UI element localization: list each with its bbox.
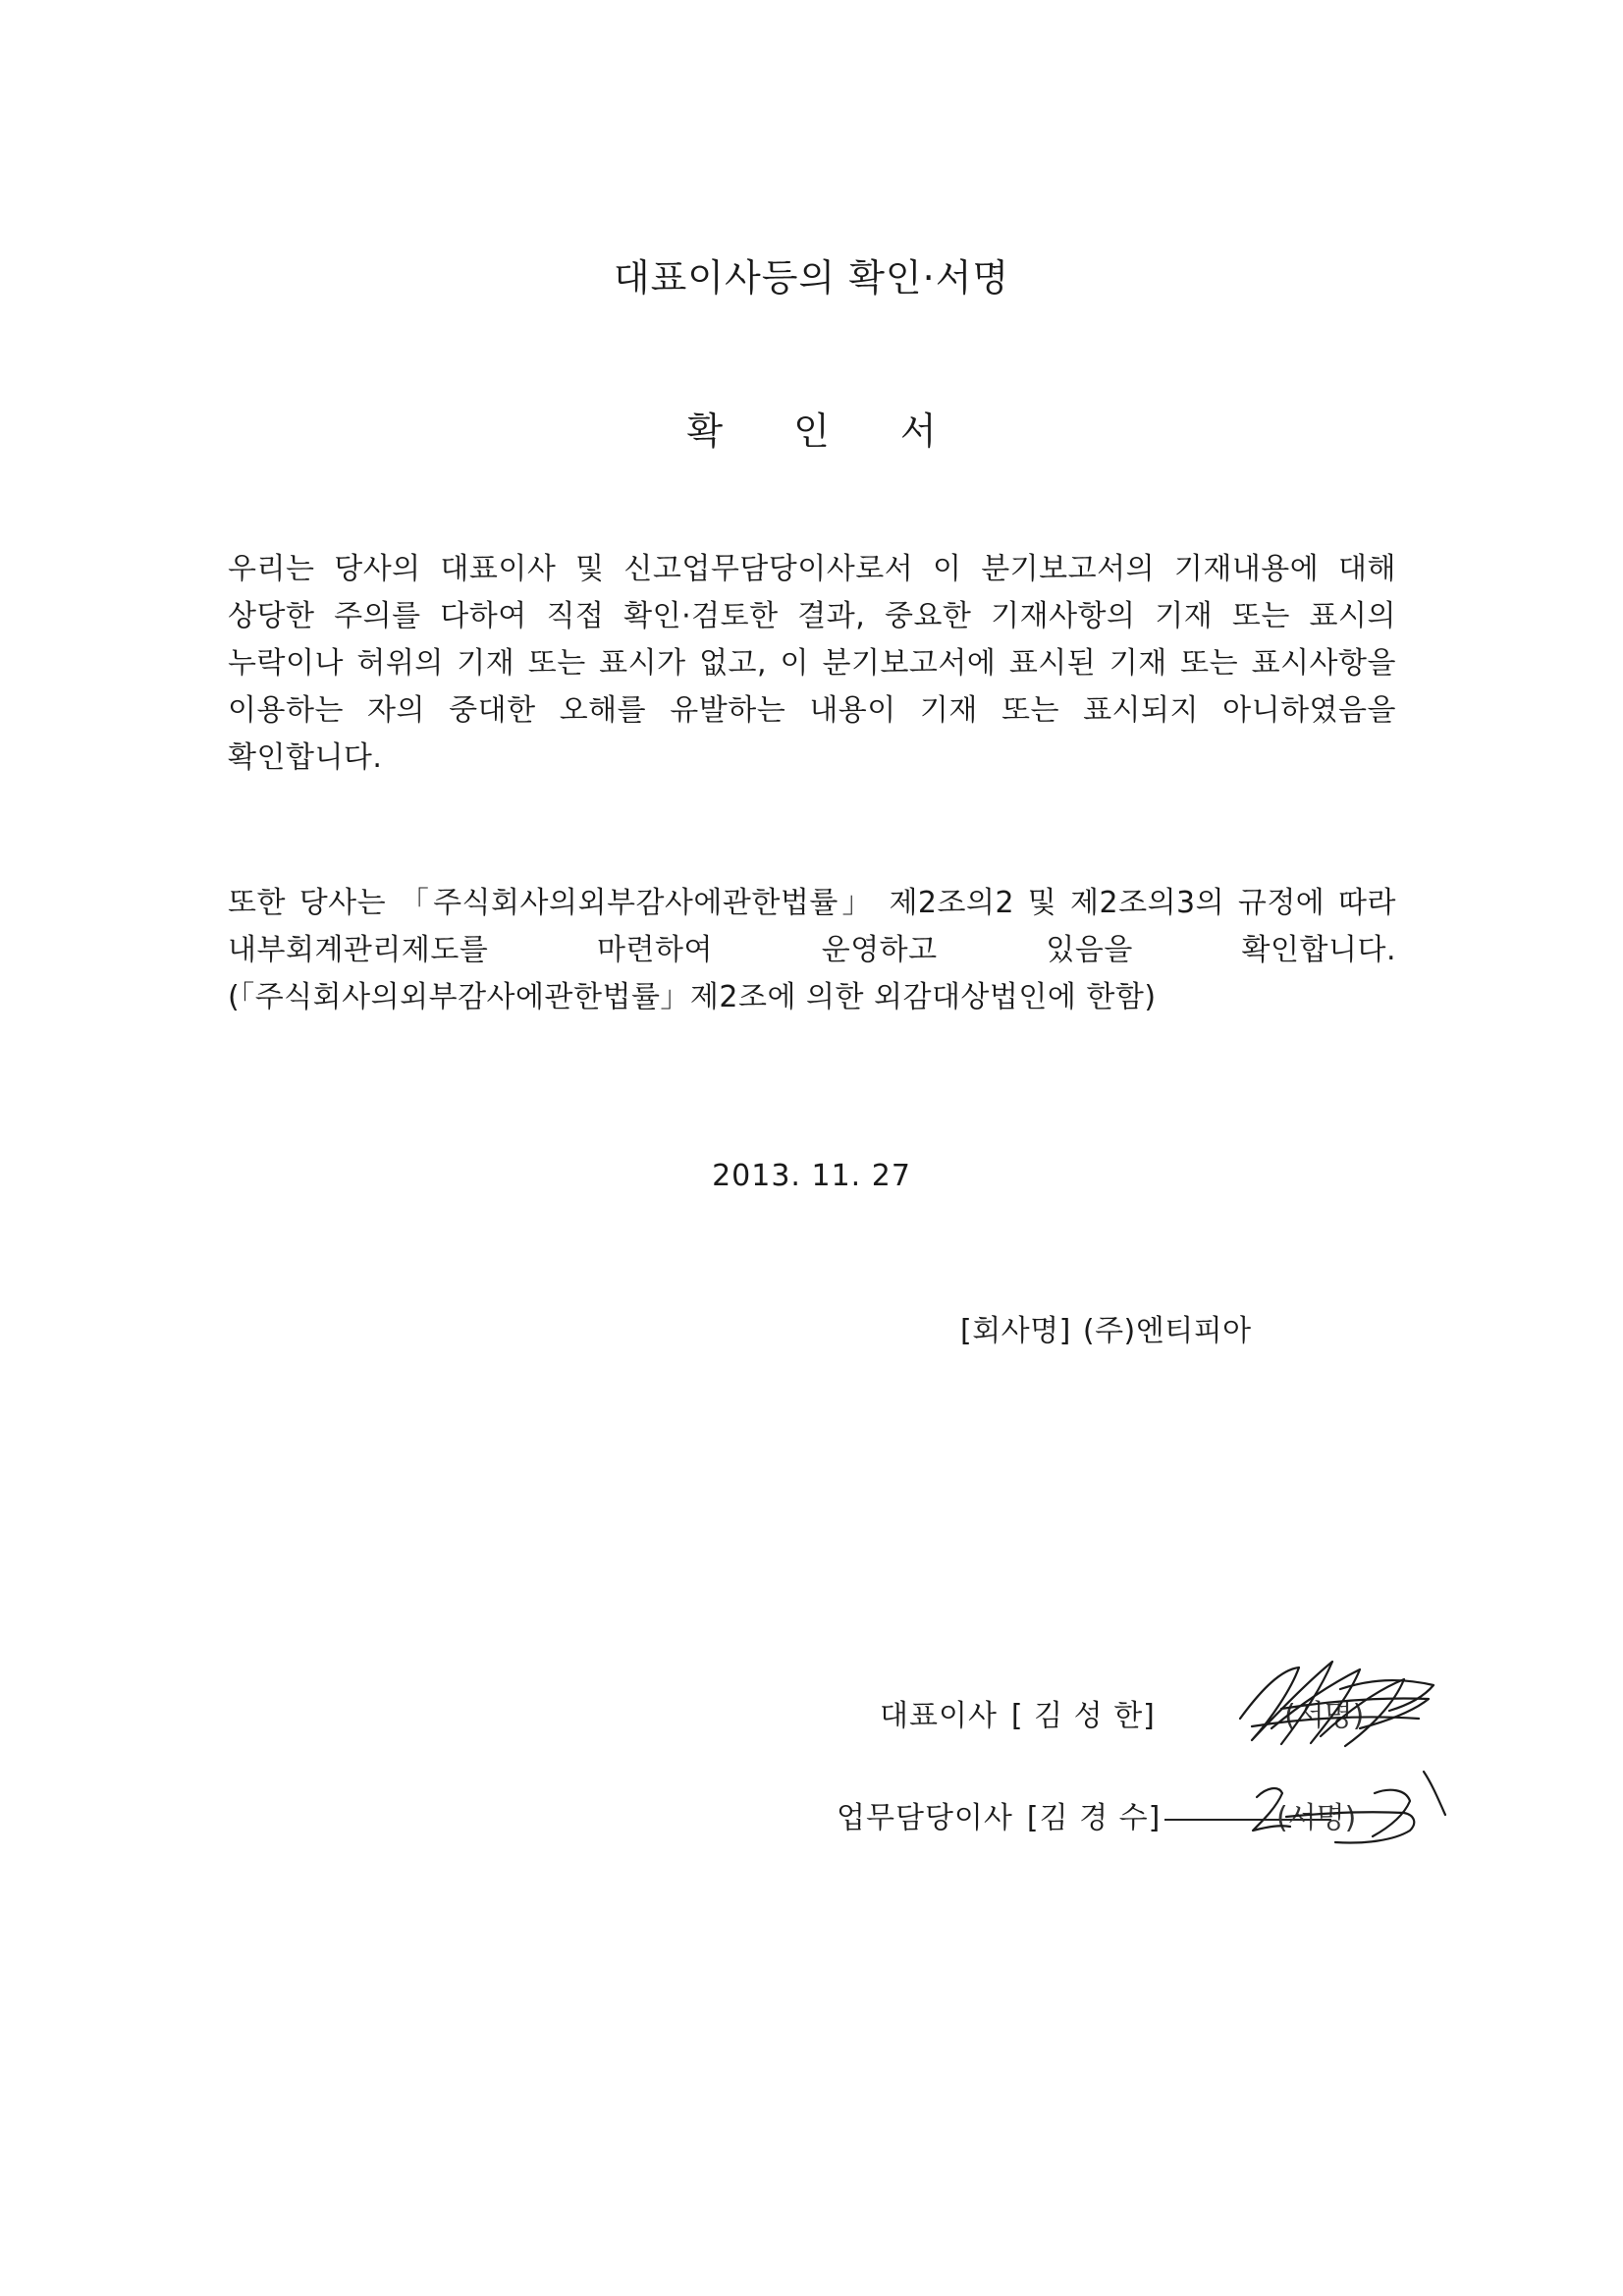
document-date: 2013. 11. 27 xyxy=(712,1159,911,1193)
officer-role: 업무담당이사 xyxy=(837,1801,1013,1835)
officer-sign-label: (서명) xyxy=(1276,1801,1357,1835)
ceo-role: 대표이사 xyxy=(880,1699,998,1733)
officer-handwritten-signature xyxy=(1217,1758,1453,1856)
officer-name: [김 경 수] xyxy=(1026,1801,1162,1835)
document-title: 대표이사등의 확인·서명 xyxy=(613,256,1010,300)
company-name: (주)엔티피아 xyxy=(1082,1314,1252,1348)
ceo-sign-label: (서명) xyxy=(1284,1699,1365,1733)
ceo-name: [ 김 성 한] xyxy=(1010,1699,1156,1733)
company-line xyxy=(960,1306,1264,1349)
document-subtitle: 확 인 서 xyxy=(686,410,937,453)
ceo-signature-row xyxy=(880,1691,1156,1734)
confirmation-paragraph: 우리는 당사의 대표이사 및 신고업무담당이사로서 이 분기보고서의 기재내용에 대해 상당한 주의를 다하여 직접 확인·검토한 결과, 중요한 기재사항의 기재 또는 표시의 누락이나 허위의 기재 또는 표시가 없고, 이 분기보고서에 표시된 기재 또는 표시사항을 이용하는 자의 중대한 오해를 유발하는 내용이 기재 또는 표시되지 아니하였음을 확인합니다. xyxy=(228,552,1396,775)
ceo-handwritten-signature xyxy=(1222,1650,1448,1758)
company-label: [회사명] xyxy=(960,1314,1071,1348)
internal-control-paragraph: 또한 당사는 「주식회사의외부감사에관한법률」 제2조의2 및 제2조의3의 규정에 따라 내부회계관리제도를 마련하여 운영하고 있음을 확인합니다.(「주식회사의외부감사에관한법률」제2조에 의한 외감대상법인에 한함) xyxy=(228,886,1396,1014)
